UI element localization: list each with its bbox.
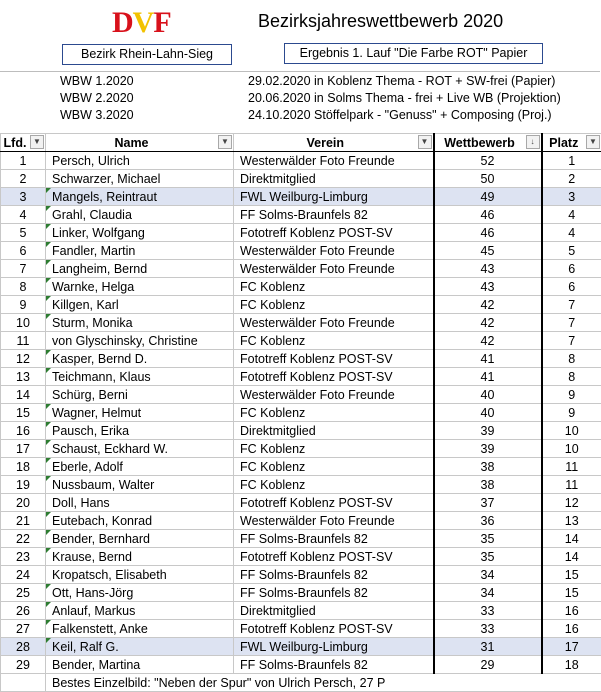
name-cell[interactable]: Persch, Ulrich — [46, 152, 234, 170]
rank-cell[interactable]: 2 — [542, 170, 601, 188]
col-header-label: Lfd. — [4, 136, 27, 150]
row-number-cell[interactable]: 15 — [1, 404, 46, 422]
competition-name: WBW 3.2020 — [60, 108, 134, 122]
club-cell[interactable]: FC Koblenz — [234, 296, 434, 314]
rank-cell[interactable]: 11 — [542, 476, 601, 494]
table-row[interactable] — [1, 548, 601, 566]
name-cell[interactable]: Ott, Hans-Jörg — [46, 584, 234, 602]
name-cell[interactable]: Falkenstett, Anke — [46, 620, 234, 638]
club-cell[interactable]: FC Koblenz — [234, 476, 434, 494]
col-header-label: Platz — [549, 136, 578, 150]
score-cell[interactable]: 36 — [434, 512, 542, 530]
name-cell[interactable]: Kasper, Bernd D. — [46, 350, 234, 368]
name-cell[interactable]: Eutebach, Konrad — [46, 512, 234, 530]
club-cell[interactable]: FF Solms-Braunfels 82 — [234, 584, 434, 602]
col-header-label: Wettbewerb — [444, 136, 515, 150]
table-row[interactable] — [1, 206, 601, 224]
score-cell[interactable]: 45 — [434, 242, 542, 260]
competition-details: 20.06.2020 in Solms Thema - frei + Live WB (Projektion) — [248, 91, 561, 105]
table-row[interactable] — [1, 584, 601, 602]
row-number-cell[interactable]: 5 — [1, 224, 46, 242]
score-cell[interactable]: 52 — [434, 152, 542, 170]
rank-cell[interactable]: 1 — [542, 152, 601, 170]
competition-row — [0, 107, 600, 124]
club-cell[interactable]: Fototreff Koblenz POST-SV — [234, 494, 434, 512]
competition-row — [0, 90, 600, 107]
score-cell[interactable]: 43 — [434, 260, 542, 278]
row-number-cell[interactable]: 22 — [1, 530, 46, 548]
rank-cell[interactable]: 9 — [542, 404, 601, 422]
rank-cell[interactable]: 11 — [542, 458, 601, 476]
score-cell[interactable]: 29 — [434, 656, 542, 674]
sort-descending-icon[interactable]: ↓ — [526, 135, 540, 149]
name-cell[interactable]: Kropatsch, Elisabeth — [46, 566, 234, 584]
table-row[interactable] — [1, 386, 601, 404]
score-cell[interactable]: 42 — [434, 296, 542, 314]
rank-cell[interactable]: 16 — [542, 602, 601, 620]
row-number-cell[interactable]: 23 — [1, 548, 46, 566]
rank-cell[interactable]: 5 — [542, 242, 601, 260]
filter-dropdown-icon[interactable]: ▼ — [586, 135, 600, 149]
name-cell[interactable]: Langheim, Bernd — [46, 260, 234, 278]
club-cell[interactable]: Direktmitglied — [234, 170, 434, 188]
best-single-image-note: Bestes Einzelbild: "Neben der Spur" von Ulrich Persch, 27 P — [46, 674, 601, 692]
score-cell[interactable]: 31 — [434, 638, 542, 656]
club-cell[interactable]: Direktmitglied — [234, 602, 434, 620]
club-cell[interactable]: Westerwälder Foto Freunde — [234, 314, 434, 332]
club-cell[interactable]: Fototreff Koblenz POST-SV — [234, 548, 434, 566]
club-cell[interactable]: FC Koblenz — [234, 458, 434, 476]
col-header-lfd[interactable] — [1, 134, 46, 152]
rank-cell[interactable]: 8 — [542, 350, 601, 368]
club-cell[interactable]: FC Koblenz — [234, 440, 434, 458]
score-cell[interactable]: 33 — [434, 620, 542, 638]
rank-cell[interactable]: 15 — [542, 584, 601, 602]
footer-blank-cell — [1, 674, 46, 692]
score-cell[interactable]: 40 — [434, 386, 542, 404]
rank-cell[interactable]: 7 — [542, 296, 601, 314]
rank-cell[interactable]: 14 — [542, 548, 601, 566]
score-cell[interactable]: 33 — [434, 602, 542, 620]
club-cell[interactable]: Fototreff Koblenz POST-SV — [234, 224, 434, 242]
table-row[interactable] — [1, 656, 601, 674]
row-number-cell[interactable]: 9 — [1, 296, 46, 314]
name-cell[interactable]: Sturm, Monika — [46, 314, 234, 332]
table-row[interactable] — [1, 368, 601, 386]
table-header-row — [1, 134, 601, 152]
col-header-label: Name — [114, 136, 148, 150]
row-number-cell[interactable]: 11 — [1, 332, 46, 350]
name-cell[interactable]: Eberle, Adolf — [46, 458, 234, 476]
logo-letter-d: D — [112, 6, 133, 39]
rank-cell[interactable]: 16 — [542, 620, 601, 638]
row-number-cell[interactable]: 16 — [1, 422, 46, 440]
row-number-cell[interactable]: 12 — [1, 350, 46, 368]
name-cell[interactable]: Pausch, Erika — [46, 422, 234, 440]
dvf-logo — [112, 6, 171, 40]
col-header-platz[interactable] — [542, 134, 601, 152]
competition-details: 29.02.2020 in Koblenz Thema - ROT + SW-frei (Papier) — [248, 74, 555, 88]
col-header-verein[interactable] — [234, 134, 434, 152]
row-number-cell[interactable]: 2 — [1, 170, 46, 188]
table-row[interactable] — [1, 242, 601, 260]
row-number-cell[interactable]: 1 — [1, 152, 46, 170]
score-cell[interactable]: 41 — [434, 368, 542, 386]
club-cell[interactable]: Fototreff Koblenz POST-SV — [234, 620, 434, 638]
competition-name: WBW 1.2020 — [60, 74, 134, 88]
table-row[interactable] — [1, 638, 601, 656]
club-cell[interactable]: Fototreff Koblenz POST-SV — [234, 368, 434, 386]
score-cell[interactable]: 42 — [434, 332, 542, 350]
rank-cell[interactable]: 12 — [542, 494, 601, 512]
row-number-cell[interactable]: 20 — [1, 494, 46, 512]
rank-cell[interactable]: 7 — [542, 332, 601, 350]
table-row[interactable] — [1, 458, 601, 476]
row-number-cell[interactable]: 7 — [1, 260, 46, 278]
table-row[interactable] — [1, 620, 601, 638]
score-cell[interactable]: 46 — [434, 206, 542, 224]
row-number-cell[interactable]: 26 — [1, 602, 46, 620]
name-cell[interactable]: Mangels, Reintraut — [46, 188, 234, 206]
page-title: Bezirksjahreswettbewerb 2020 — [258, 10, 503, 32]
table-row[interactable] — [1, 170, 601, 188]
logo-letter-f: F — [153, 6, 170, 39]
row-number-cell[interactable]: 14 — [1, 386, 46, 404]
table-row[interactable] — [1, 278, 601, 296]
table-row[interactable] — [1, 152, 601, 170]
table-footer-row — [1, 674, 601, 692]
score-cell[interactable]: 43 — [434, 278, 542, 296]
row-number-cell[interactable]: 6 — [1, 242, 46, 260]
club-cell[interactable]: FWL Weilburg-Limburg — [234, 188, 434, 206]
row-number-cell[interactable]: 13 — [1, 368, 46, 386]
filter-dropdown-icon[interactable]: ▼ — [218, 135, 232, 149]
score-cell[interactable]: 39 — [434, 422, 542, 440]
name-cell[interactable]: Anlauf, Markus — [46, 602, 234, 620]
rank-cell[interactable]: 10 — [542, 440, 601, 458]
row-number-cell[interactable]: 10 — [1, 314, 46, 332]
logo-letter-v: V — [133, 6, 154, 39]
rank-cell[interactable]: 6 — [542, 278, 601, 296]
table-row[interactable] — [1, 476, 601, 494]
header-divider — [0, 71, 600, 72]
score-cell[interactable]: 35 — [434, 548, 542, 566]
table-row[interactable] — [1, 440, 601, 458]
table-row[interactable] — [1, 314, 601, 332]
score-cell[interactable]: 35 — [434, 530, 542, 548]
table-row[interactable] — [1, 260, 601, 278]
name-cell[interactable]: Fandler, Martin — [46, 242, 234, 260]
score-cell[interactable]: 42 — [434, 314, 542, 332]
score-cell[interactable]: 50 — [434, 170, 542, 188]
name-cell[interactable]: Teichmann, Klaus — [46, 368, 234, 386]
name-cell[interactable]: Doll, Hans — [46, 494, 234, 512]
club-cell[interactable]: FF Solms-Braunfels 82 — [234, 566, 434, 584]
rank-cell[interactable]: 17 — [542, 638, 601, 656]
table-row[interactable] — [1, 566, 601, 584]
name-cell[interactable]: Krause, Bernd — [46, 548, 234, 566]
rank-cell[interactable]: 15 — [542, 566, 601, 584]
row-number-cell[interactable]: 8 — [1, 278, 46, 296]
score-cell[interactable]: 34 — [434, 584, 542, 602]
table-row[interactable] — [1, 296, 601, 314]
result-label: Ergebnis 1. Lauf "Die Farbe ROT" Papier — [284, 43, 543, 64]
club-cell[interactable]: Westerwälder Foto Freunde — [234, 242, 434, 260]
rank-cell[interactable]: 13 — [542, 512, 601, 530]
table-row[interactable] — [1, 494, 601, 512]
col-header-wettbewerb[interactable] — [434, 134, 542, 152]
row-number-cell[interactable]: 29 — [1, 656, 46, 674]
region-label: Bezirk Rhein-Lahn-Sieg — [62, 44, 232, 65]
name-cell[interactable]: Grahl, Claudia — [46, 206, 234, 224]
rank-cell[interactable]: 10 — [542, 422, 601, 440]
name-cell[interactable]: Nussbaum, Walter — [46, 476, 234, 494]
table-row[interactable] — [1, 188, 601, 206]
name-cell[interactable]: Warnke, Helga — [46, 278, 234, 296]
name-cell[interactable]: Bender, Martina — [46, 656, 234, 674]
club-cell[interactable]: FF Solms-Braunfels 82 — [234, 206, 434, 224]
row-number-cell[interactable]: 17 — [1, 440, 46, 458]
name-cell[interactable]: Keil, Ralf G. — [46, 638, 234, 656]
name-cell[interactable]: Linker, Wolfgang — [46, 224, 234, 242]
rank-cell[interactable]: 4 — [542, 206, 601, 224]
row-number-cell[interactable]: 3 — [1, 188, 46, 206]
name-cell[interactable]: Wagner, Helmut — [46, 404, 234, 422]
name-cell[interactable]: Schürg, Berni — [46, 386, 234, 404]
score-cell[interactable]: 34 — [434, 566, 542, 584]
club-cell[interactable]: Westerwälder Foto Freunde — [234, 152, 434, 170]
score-cell[interactable]: 40 — [434, 404, 542, 422]
table-row[interactable] — [1, 404, 601, 422]
row-number-cell[interactable]: 4 — [1, 206, 46, 224]
table-row[interactable] — [1, 602, 601, 620]
rank-cell[interactable]: 7 — [542, 314, 601, 332]
row-number-cell[interactable]: 28 — [1, 638, 46, 656]
club-cell[interactable]: Fototreff Koblenz POST-SV — [234, 350, 434, 368]
table-row[interactable] — [1, 512, 601, 530]
score-cell[interactable]: 41 — [434, 350, 542, 368]
name-cell[interactable]: Schwarzer, Michael — [46, 170, 234, 188]
club-cell[interactable]: FF Solms-Braunfels 82 — [234, 530, 434, 548]
table-row[interactable] — [1, 350, 601, 368]
club-cell[interactable]: FC Koblenz — [234, 332, 434, 350]
col-header-label: Verein — [306, 136, 344, 150]
col-header-name[interactable] — [46, 134, 234, 152]
table-row[interactable] — [1, 422, 601, 440]
score-cell[interactable]: 49 — [434, 188, 542, 206]
rank-cell[interactable]: 9 — [542, 386, 601, 404]
row-number-cell[interactable]: 24 — [1, 566, 46, 584]
row-number-cell[interactable]: 25 — [1, 584, 46, 602]
filter-dropdown-icon[interactable]: ▼ — [30, 135, 44, 149]
row-number-cell[interactable]: 21 — [1, 512, 46, 530]
rank-cell[interactable]: 14 — [542, 530, 601, 548]
club-cell[interactable]: FWL Weilburg-Limburg — [234, 638, 434, 656]
competition-row — [0, 73, 600, 90]
score-cell[interactable]: 46 — [434, 224, 542, 242]
club-cell[interactable]: FC Koblenz — [234, 404, 434, 422]
club-cell[interactable]: Westerwälder Foto Freunde — [234, 260, 434, 278]
rank-cell[interactable]: 18 — [542, 656, 601, 674]
name-cell[interactable]: Bender, Bernhard — [46, 530, 234, 548]
table-row[interactable] — [1, 224, 601, 242]
score-cell[interactable]: 37 — [434, 494, 542, 512]
row-number-cell[interactable]: 19 — [1, 476, 46, 494]
score-cell[interactable]: 38 — [434, 476, 542, 494]
rank-cell[interactable]: 3 — [542, 188, 601, 206]
row-number-cell[interactable]: 27 — [1, 620, 46, 638]
name-cell[interactable]: Schaust, Eckhard W. — [46, 440, 234, 458]
score-cell[interactable]: 38 — [434, 458, 542, 476]
row-number-cell[interactable]: 18 — [1, 458, 46, 476]
club-cell[interactable]: FF Solms-Braunfels 82 — [234, 656, 434, 674]
rank-cell[interactable]: 8 — [542, 368, 601, 386]
rank-cell[interactable]: 6 — [542, 260, 601, 278]
results-table — [0, 133, 601, 692]
rank-cell[interactable]: 4 — [542, 224, 601, 242]
competition-name: WBW 2.2020 — [60, 91, 134, 105]
name-cell[interactable]: von Glyschinsky, Christine — [46, 332, 234, 350]
club-cell[interactable]: Westerwälder Foto Freunde — [234, 386, 434, 404]
filter-dropdown-icon[interactable]: ▼ — [418, 135, 432, 149]
club-cell[interactable]: Direktmitglied — [234, 422, 434, 440]
table-row[interactable] — [1, 530, 601, 548]
competition-details: 24.10.2020 Stöffelpark - "Genuss" + Composing (Proj.) — [248, 108, 552, 122]
club-cell[interactable]: FC Koblenz — [234, 278, 434, 296]
club-cell[interactable]: Westerwälder Foto Freunde — [234, 512, 434, 530]
table-row[interactable] — [1, 332, 601, 350]
score-cell[interactable]: 39 — [434, 440, 542, 458]
name-cell[interactable]: Killgen, Karl — [46, 296, 234, 314]
